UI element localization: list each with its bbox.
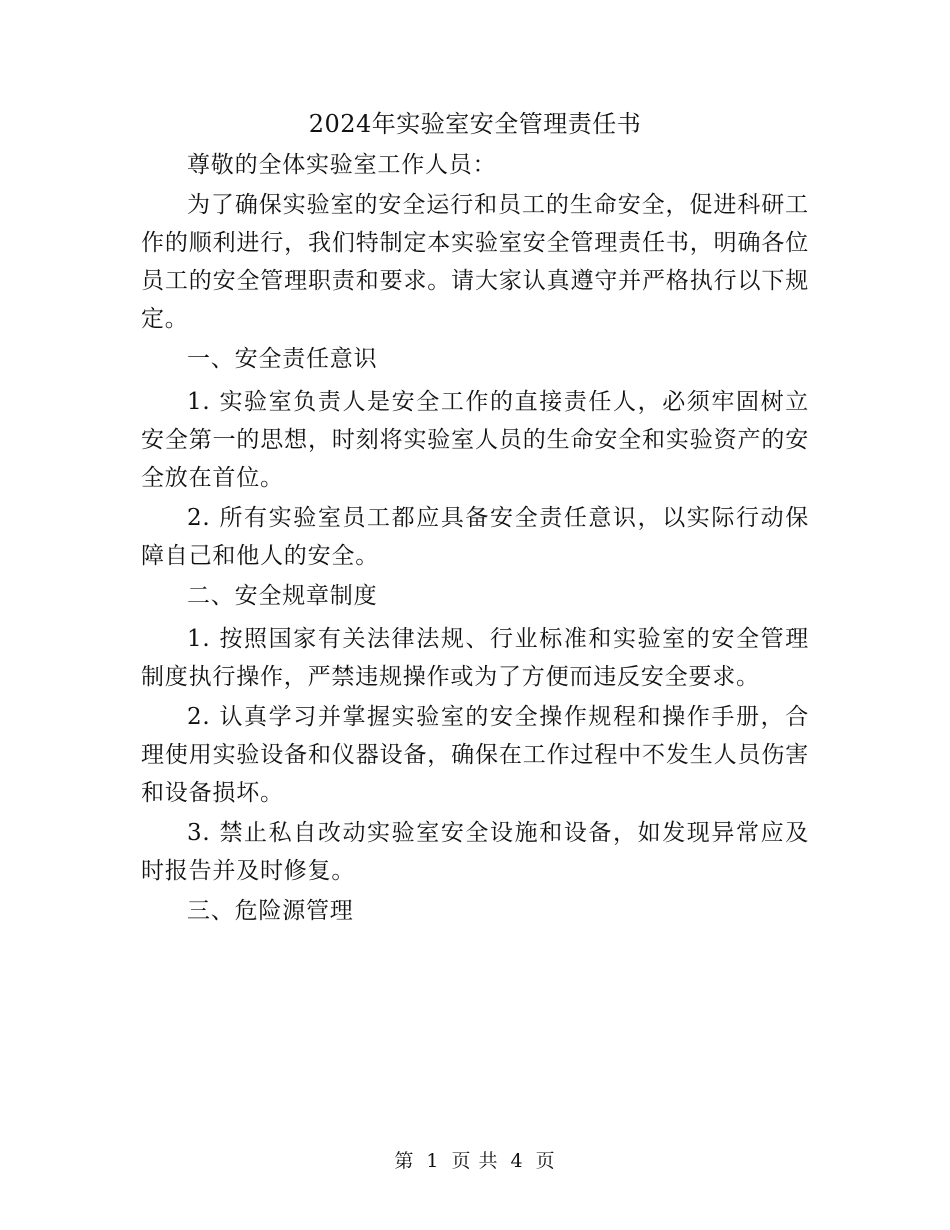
section-item: 2. 认真学习并掌握实验室的安全操作规程和操作手册，合理使用实验设备和仪器设备，确保在工作过程中不发生人员伤害和设备损坏。 xyxy=(141,704,809,806)
section-item: 3. 禁止私自改动实验室安全设施和设备，如发现异常应及时报告并及时修复。 xyxy=(141,820,809,884)
document-title: 2024年实验室安全管理责任书 xyxy=(308,110,642,138)
section-heading-safety-awareness: 一、安全责任意识 xyxy=(187,346,378,372)
section-heading-safety-regulations: 二、安全规章制度 xyxy=(187,583,378,609)
footer-prefix: 第 xyxy=(394,1150,415,1172)
footer-middle: 页 共 xyxy=(451,1150,499,1172)
footer-suffix: 页 xyxy=(535,1150,556,1172)
section-heading-hazard-management: 三、危险源管理 xyxy=(187,898,354,924)
section-item: 2. 所有实验室员工都应具备安全责任意识，以实际行动保障自己和他人的安全。 xyxy=(141,505,809,569)
footer-total-pages: 4 xyxy=(510,1150,524,1172)
salutation: 尊敬的全体实验室工作人员： xyxy=(187,152,497,178)
section-item: 1. 实验室负责人是安全工作的直接责任人，必须牢固树立安全第一的思想，时刻将实验室人员的生命安全和实验资产的安全放在首位。 xyxy=(141,389,809,491)
section-item: 1. 按照国家有关法律法规、行业标准和实验室的安全管理制度执行操作，严禁违规操作或为了方便而违反安全要求。 xyxy=(141,626,809,690)
intro-paragraph: 为了确保实验室的安全运行和员工的生命安全，促进科研工作的顺利进行，我们特制定本实验室安全管理责任书，明确各位员工的安全管理职责和要求。请大家认真遵守并严格执行以下规定。 xyxy=(141,192,809,332)
document-body xyxy=(141,146,809,935)
footer-current-page: 1 xyxy=(426,1150,440,1172)
page-footer xyxy=(0,1148,950,1174)
